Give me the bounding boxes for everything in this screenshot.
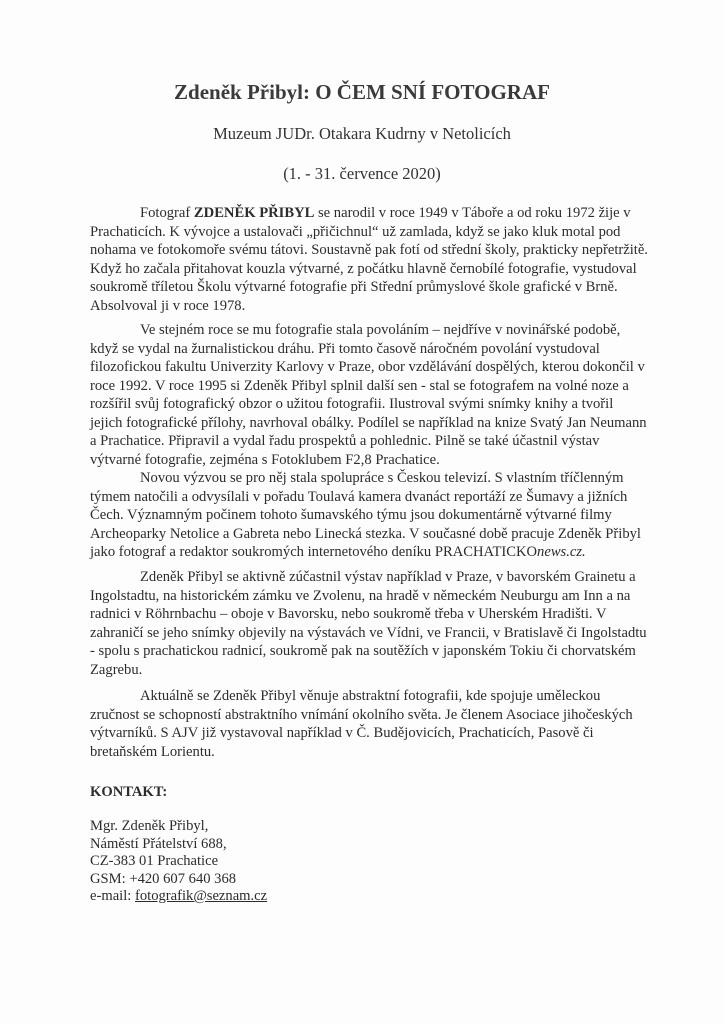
paragraph-text: Novou výzvou se pro něj stala spolupráce s Českou televizí. S vlastním tříčlenným týmem natočili a odvysílali v pořadu Toulavá kamera dvanáct reportáží ze Šumavy a jižních Čech. Významným počinem tohoto šumavského týmu jsou dokumentárně výtvarné filmy Archeoparky Netolice a Gabreta nebo Linecká stezka. V současné době pracuje Zdeněk Přibyl jako fotograf a redaktor soukromých internetového deníku PRACHATICKO: [90, 470, 641, 560]
paragraph-lead: Fotograf: [140, 205, 194, 221]
contact-street: Náměstí Přátelství 688,: [90, 835, 227, 852]
contact-heading: KONTAKT:: [90, 784, 168, 800]
paragraph-abstract: [90, 687, 648, 761]
email-label: e-mail:: [90, 888, 135, 904]
paragraph-text: Zdeněk Přibyl se aktivně zúčastnil výstav například v Praze, v bavorském Grainetu a Ingolstadtu, na historickém zámku ve Zvolenu, na hradě v německém Neuburgu am Inn a na radnici v Röhrnbachu – oboje v Bavorsku, nebo soukromě třeba v Uherském Hradišti. V zahraničí se jeho snímky objevily na výstavách ve Vídni, ve Francii, v Bratislavě či Ingolstadtu - spolu s prachatickou radnicí, soukromě pak na soutěžích v japonském Tokiu či chorvatském Zagrebu.: [90, 569, 647, 678]
exhibition-dates: (1. - 31. července 2020): [283, 164, 441, 183]
document-title: Zdeněk Přibyl: O ČEM SNÍ FOTOGRAF: [174, 80, 550, 104]
contact-phone: GSM: +420 607 640 368: [90, 870, 237, 887]
paragraph-television: [90, 469, 648, 562]
paragraph-exhibitions: [90, 568, 648, 679]
paragraph-text: se narodil v roce 1949 v Táboře a od roku 1972 žije v Prachaticích. K vývojce a ustalovači „přičichnul“ už zamlada, když se jako kluk motal pod nohama ve fotokomoře svému tátovi. Soustavně pak fotí od střední školy, prakticky nepřetržitě. Když ho začala přitahovat kouzla výtvarné, z počátku hlavně černobílé fotografie, vystudoval soukromě tříletou Školu výtvarné fotografie při Střední průmyslové škole grafické v Brně. Absolvoval ji v roce 1978.: [90, 205, 648, 314]
contact-name: Mgr. Zdeněk Přibyl,: [90, 818, 209, 834]
contact-email-line: [90, 888, 267, 906]
paragraph-biography: [90, 204, 648, 315]
photographer-name: ZDENĚK PŘIBYL: [193, 205, 315, 221]
paragraph-text: Ve stejném roce se mu fotografie stala povoláním – nejdříve v novinářské podobě, když se vydal na žurnalistickou dráhu. Při tomto časově náročném povolání vystudoval filozofickou fakultu Univerzity Karlovy v Praze, obor vzdělávání dospělých, kterou dokončil v roce 1992. V roce 1995 si Zdeněk Přibyl splnil další sen - stal se fotografem na volné noze a rozšířil svůj fotografický obzor o užitou fotografii. Ilustroval svými snímky knihy a tvořil jejich fotografické přílohy, navrhoval obálky. Podílel se například na knize Svatý Jan Neumann a Prachatice. Připravil a vydal řadu prospektů a pohlednic. Pilně se také účastnil výstav výtvarné fotografie, zejména s Fotoklubem F2,8 Prachatice.: [90, 322, 647, 468]
paragraph-career: [90, 321, 648, 469]
contact-block: [90, 818, 267, 906]
contact-city: CZ-383 01 Prachatice: [90, 853, 219, 869]
brand-italic: news.cz.: [537, 544, 586, 560]
email-link[interactable]: fotografik@seznam.cz: [134, 888, 268, 904]
venue-subtitle: Muzeum JUDr. Otakara Kudrny v Netolicích: [213, 124, 511, 143]
paragraph-text: Aktuálně se Zdeněk Přibyl věnuje abstraktní fotografii, kde spojuje uměleckou zručnost se schopností abstraktního vnímání okolního světa. Je členem Asociace jihočeských výtvarníků. S AJV již vystavoval například v Č. Budějovicích, Prachaticích, Pasově či bretaňském Lorientu.: [90, 688, 633, 760]
